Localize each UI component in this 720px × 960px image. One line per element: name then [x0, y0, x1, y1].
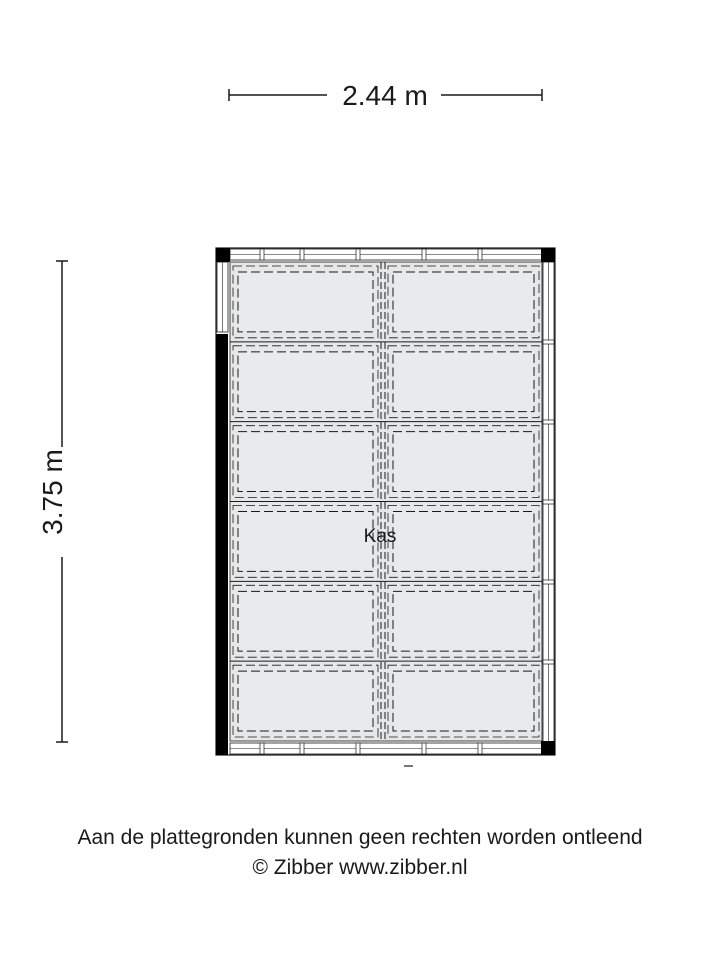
mullion: [543, 580, 554, 584]
mullion: [422, 743, 426, 754]
mullion: [543, 340, 554, 344]
disclaimer-text: Aan de plattegronden kunnen geen rechten worden ontleend: [77, 826, 643, 849]
glass-panel: [238, 272, 373, 332]
glass-panel: [393, 591, 534, 651]
glass-panel: [238, 591, 373, 651]
glass-panel: [238, 352, 373, 412]
glass-panel: [393, 272, 534, 332]
mullion: [260, 743, 264, 754]
credit-text: © Zibber www.zibber.nl: [252, 856, 468, 879]
height-label: 3.75 m: [37, 449, 68, 535]
mullion: [478, 743, 482, 754]
width-dimension: [229, 80, 542, 111]
left-wall: [216, 334, 228, 755]
mullion: [356, 743, 360, 754]
glass-panel: [238, 512, 373, 572]
mullion: [543, 420, 554, 424]
mullion: [543, 500, 554, 504]
mullion: [300, 249, 304, 260]
mullion: [478, 249, 482, 260]
mullion: [543, 660, 554, 664]
mullion: [356, 249, 360, 260]
glass-panel: [393, 512, 534, 572]
glass-panel: [238, 671, 373, 731]
room-label: Kas: [363, 526, 397, 547]
glass-panel: [393, 352, 534, 412]
height-dimension: [37, 261, 68, 742]
width-label: 2.44 m: [342, 80, 428, 111]
mullion: [300, 743, 304, 754]
mullion: [422, 249, 426, 260]
glass-panel: [393, 671, 534, 731]
mullion: [260, 249, 264, 260]
glass-panel: [393, 432, 534, 492]
glass-panel: [238, 432, 373, 492]
